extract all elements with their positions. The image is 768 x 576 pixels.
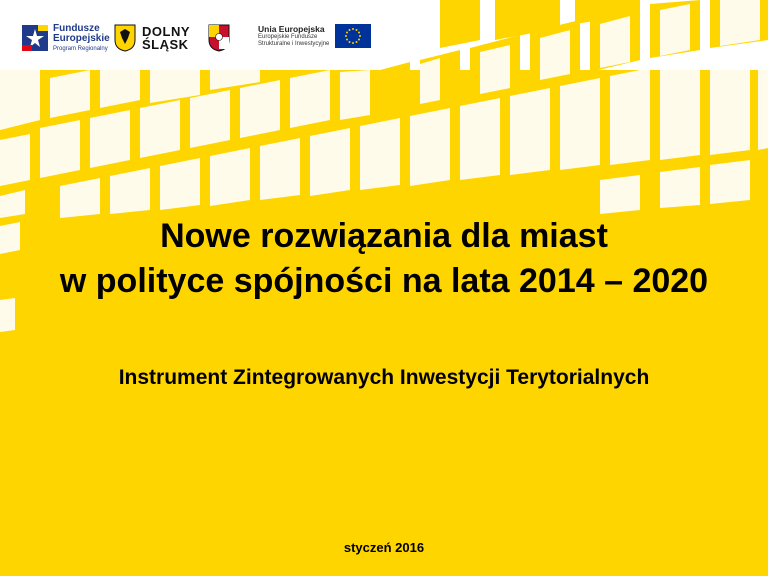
fundusze-line1: Fundusze [53, 23, 100, 34]
slide-subtitle: Instrument Zintegrowanych Inwestycji Terytorialnych [118, 366, 650, 389]
wroclaw-coat-of-arms-icon [208, 24, 230, 52]
fundusze-europejskie-logo [22, 24, 110, 52]
unia-line3: Strukturalne i Inwestycyjne [258, 40, 330, 47]
fundusze-star-icon [22, 25, 48, 51]
dolny-slask-logo [114, 24, 190, 52]
dolny-slask-line1: DOLNY [142, 24, 190, 39]
unia-europejska-logo [258, 24, 371, 48]
title-line-1: Nowe rozwiązania dla miast [160, 217, 608, 255]
unia-line2: Europejskie Fundusze [258, 34, 318, 41]
eagle-shield-icon [114, 24, 136, 52]
title-line-2: w polityce spójności na lata 2014 – 2020 [59, 262, 709, 300]
fundusze-line2: Europejskie [53, 33, 110, 44]
dolny-slask-line2: ŚLĄSK [142, 37, 189, 52]
logo-bar [0, 0, 768, 70]
fundusze-line3: Program Regionalny [53, 46, 108, 52]
eu-flag-icon [335, 24, 371, 48]
unia-line1: Unia Europejska [258, 23, 325, 34]
slide-title [0, 214, 768, 304]
slide-date: styczeń 2016 [343, 540, 425, 555]
